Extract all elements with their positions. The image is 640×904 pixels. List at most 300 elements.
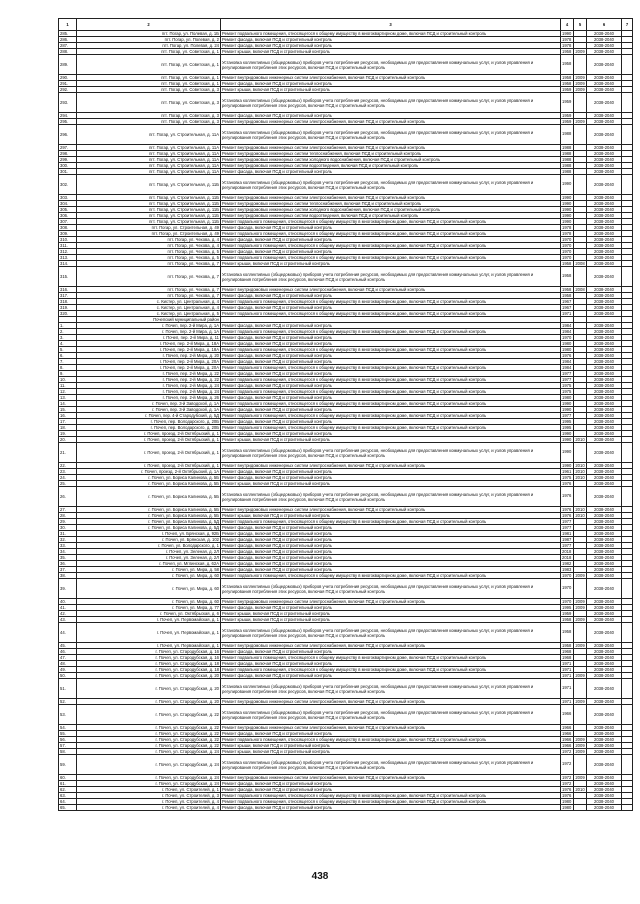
address-cell: пгт. Погар, ул. Строительная, д. 49 bbox=[77, 231, 221, 237]
last-repair-year-cell: 2009 bbox=[575, 605, 585, 610]
build-year-cell: 1990 bbox=[561, 213, 574, 219]
work-description-cell: Установка коллективных (общедомовых) приборов учета потребления ресурсов, необходимых для предоставления коммунальных услуг, и узлов управления и регулирования потребления этих ресурсов, включая ПСД и строительный контроль bbox=[221, 267, 561, 287]
address-cell: пгт. Погар, ул. Советская, д. 1 bbox=[77, 55, 221, 75]
work-description-cell: Ремонт фасада, включая ПСД и строительный контроль bbox=[221, 605, 561, 611]
work-description-cell: Ремонт крыши, включая ПСД и строительный контроль bbox=[221, 617, 561, 623]
planned-period-cell: 2038-2040 bbox=[587, 359, 622, 365]
build-year-cell: 1980 bbox=[561, 341, 574, 347]
work-description-cell: Ремонт фасада, включая ПСД и строительный контроль bbox=[221, 531, 561, 537]
planned-period-cell: 2038-2040 bbox=[587, 93, 622, 113]
header-cell: 6 bbox=[587, 19, 622, 31]
address-cell: г. Почеп, ул. Стародубская, д. 20 bbox=[77, 679, 221, 699]
row-number-cell: 3. bbox=[59, 335, 77, 341]
work-description-cell: Ремонт крыши, включая ПСД и строительный контроль bbox=[221, 611, 561, 617]
address-cell: г. Почеп, ул. Стародубская, д. 24 bbox=[77, 749, 221, 755]
address-cell: г. Почеп, ул. Октябрьская, д. 6 bbox=[77, 611, 221, 617]
work-description-cell: Ремонт фасада, включая ПСД и строительный контроль bbox=[221, 781, 561, 787]
row-number-cell: 6. bbox=[59, 353, 77, 359]
build-year-cell: 1967 bbox=[561, 305, 574, 311]
build-year-cell: 1970 bbox=[561, 573, 574, 579]
row-number-cell: 295. bbox=[59, 119, 77, 125]
last-repair-year-cell bbox=[574, 623, 587, 643]
build-year-cell: 1977 bbox=[561, 525, 574, 531]
build-year-cell: 1976 bbox=[561, 353, 574, 359]
row-number-cell: 17. bbox=[59, 419, 77, 425]
planned-period-cell: 2038-2040 bbox=[587, 725, 622, 731]
planned-period-cell: 2038-2040 bbox=[587, 231, 622, 237]
work-description-cell: Ремонт внутридомовых инженерных систем водоотведения, включая ПСД и строительный контроль bbox=[221, 213, 561, 219]
address-cell: пгт. Погар, ул. Полевая, д. 2 bbox=[77, 37, 221, 43]
build-year-cell: 1980 bbox=[561, 395, 574, 401]
table-row bbox=[59, 93, 633, 113]
planned-period-cell: 2038-2040 bbox=[587, 463, 622, 469]
address-cell: г. Почеп, ул. Бориса Калинова, д. 5Б bbox=[77, 481, 221, 487]
planned-period-cell: 2038-2040 bbox=[587, 157, 622, 163]
build-year-cell: 1978 bbox=[561, 225, 574, 231]
work-description-cell: Ремонт подвального помещения, относящегося к общему имуществу в многоквартирном доме, включая ПСД и строительный контроль bbox=[221, 425, 561, 431]
row-number-cell: 31. bbox=[59, 531, 77, 537]
row-number-cell: 49. bbox=[59, 667, 77, 673]
build-year-cell: 1975 bbox=[561, 383, 574, 389]
build-year-cell: 1988 bbox=[561, 125, 574, 145]
row-number-cell: 63. bbox=[59, 793, 77, 799]
row-number-cell: 46. bbox=[59, 649, 77, 655]
address-cell: г. Почеп, ул. Бориса Калинова, д. 5Б bbox=[77, 513, 221, 519]
planned-period-cell: 2038-2040 bbox=[587, 163, 622, 169]
last-repair-year-cell: 2009 bbox=[575, 573, 585, 578]
planned-period-cell: 2038-2040 bbox=[587, 55, 622, 75]
build-year-cell: 1976 bbox=[561, 487, 574, 507]
table-row bbox=[59, 679, 633, 699]
build-year-cell: 1976 bbox=[561, 481, 574, 487]
work-description-cell: Ремонт крыши, включая ПСД и строительный контроль bbox=[221, 749, 561, 755]
build-year-cell: 1990 bbox=[561, 201, 574, 207]
work-description-cell: Ремонт крыши, включая ПСД и строительный контроль bbox=[221, 49, 561, 55]
planned-period-cell: 2038-2040 bbox=[587, 201, 622, 207]
address-cell: г. Почеп, пер. 3-й Заводской, д. 1А bbox=[77, 401, 221, 407]
address-cell: пгт. Погар, ул. Строительная, д. 11А bbox=[77, 145, 221, 151]
work-description-cell: Ремонт фасада, включая ПСД и строительный контроль bbox=[221, 673, 561, 679]
row-number-cell: 313. bbox=[59, 255, 77, 261]
planned-period-cell: 2038-2040 bbox=[587, 425, 622, 431]
build-year-cell: 1975 bbox=[561, 389, 574, 395]
last-repair-year-cell: 2009 bbox=[575, 775, 585, 780]
address-cell: пгт. Погар, ул. Строительная, д. 11Б bbox=[77, 195, 221, 201]
build-year-cell: 1966 bbox=[561, 737, 574, 743]
last-repair-year-cell: 2010 bbox=[575, 787, 585, 792]
address-cell: г. Почеп, проезд. 2-й Октябрьский, д. 1 bbox=[77, 443, 221, 463]
work-description-cell: Ремонт подвального помещения, относящегося к общему имуществу в многоквартирном доме, включая ПСД и строительный контроль bbox=[221, 389, 561, 395]
header-cell: 7 bbox=[622, 19, 633, 31]
planned-period-cell: 2038-2040 bbox=[587, 113, 622, 119]
build-year-cell: 1958 bbox=[561, 261, 574, 267]
planned-period-cell: 2038-2040 bbox=[587, 469, 622, 475]
row-number-cell: 26. bbox=[59, 487, 77, 507]
row-number-cell: 320. bbox=[59, 311, 77, 317]
row-number-cell: 314. bbox=[59, 261, 77, 267]
work-description-cell: Установка коллективных (общедомовых) приборов учета потребления ресурсов, необходимых для предоставления коммунальных услуг, и узлов управления и регулирования потребления этих ресурсов, включая ПСД и строительный контроль bbox=[221, 755, 561, 775]
row-number-cell: 41. bbox=[59, 605, 77, 611]
planned-period-cell: 2038-2040 bbox=[587, 287, 622, 293]
row-number-cell: 39. bbox=[59, 579, 77, 599]
work-description-cell: Ремонт внутридомовых инженерных систем электроснабжения, включая ПСД и строительный контроль bbox=[221, 119, 561, 125]
build-year-cell: 1976 bbox=[561, 793, 574, 799]
last-repair-year-cell: 2010 bbox=[575, 469, 585, 474]
planned-period-cell: 2038-2040 bbox=[587, 37, 622, 43]
work-description-cell: Ремонт подвального помещения, относящегося к общему имуществу в многоквартирном доме, включая ПСД и строительный контроль bbox=[221, 655, 561, 661]
last-repair-year-cell bbox=[574, 175, 587, 195]
build-year-cell: 1958 bbox=[561, 81, 574, 87]
build-year-cell: 1958 bbox=[561, 617, 574, 623]
build-year-cell: 1971 bbox=[561, 673, 574, 679]
row-number-cell: 296. bbox=[59, 125, 77, 145]
address-cell: пгт. Погар, ул. Строительная, д. 49 bbox=[77, 225, 221, 231]
planned-period-cell: 2038-2040 bbox=[587, 145, 622, 151]
row-number-cell: 7. bbox=[59, 359, 77, 365]
note-cell bbox=[622, 705, 633, 725]
planned-period-cell: 2038-2040 bbox=[587, 487, 622, 507]
last-repair-year-cell bbox=[574, 805, 587, 811]
build-year-cell: 1959 bbox=[561, 119, 574, 125]
work-description-cell: Ремонт фасада, включая ПСД и строительный контроль bbox=[221, 525, 561, 531]
planned-period-cell: 2038-2040 bbox=[587, 311, 622, 317]
address-cell: г. Почеп, ул. Стародубская, д. 22 bbox=[77, 705, 221, 725]
address-cell: г. Почеп, ул. Стародубская, д. 22 bbox=[77, 731, 221, 737]
address-cell: г. Почеп, ул. Бориса Калинова, д. 5Д bbox=[77, 525, 221, 531]
planned-period-cell: 2038-2040 bbox=[587, 579, 622, 599]
work-description-cell: Ремонт внутридомовых инженерных систем электроснабжения, включая ПСД и строительный контроль bbox=[221, 145, 561, 151]
row-number-cell: 20. bbox=[59, 437, 77, 443]
work-description-cell: Ремонт подвального помещения, относящегося к общему имуществу в многоквартирном доме, включая ПСД и строительный контроль bbox=[221, 255, 561, 261]
build-year-cell: 1970 bbox=[561, 599, 574, 605]
row-number-cell: 8. bbox=[59, 365, 77, 371]
build-year-cell: 1976 bbox=[561, 507, 574, 513]
row-number-cell: 21. bbox=[59, 443, 77, 463]
build-year-cell: 1971 bbox=[561, 311, 574, 317]
planned-period-cell: 2038-2040 bbox=[587, 365, 622, 371]
work-description-cell: Ремонт внутридомовых инженерных систем электроснабжения, включая ПСД и строительный контроль bbox=[221, 725, 561, 731]
row-number-cell: 4. bbox=[59, 341, 77, 347]
work-description-cell: Ремонт фасада, включая ПСД и строительный контроль bbox=[221, 419, 561, 425]
header-cell: 5 bbox=[574, 19, 587, 31]
work-description-cell: Установка коллективных (общедомовых) приборов учета потребления ресурсов, необходимых для предоставления коммунальных услуг, и узлов управления и регулирования потребления этих ресурсов, включая ПСД и строительный контроль bbox=[221, 679, 561, 699]
row-number-cell: 27. bbox=[59, 507, 77, 513]
address-cell: г. Почеп, ул. Мира, д. 60 bbox=[77, 573, 221, 579]
planned-period-cell: 2038-2040 bbox=[587, 347, 622, 353]
table-row bbox=[59, 805, 633, 811]
planned-period-cell: 2038-2040 bbox=[587, 323, 622, 329]
note-cell bbox=[622, 125, 633, 145]
planned-period-cell: 2038-2040 bbox=[587, 383, 622, 389]
address-cell: г. Почеп, пер. 2-й Мира, д. 24 bbox=[77, 383, 221, 389]
planned-period-cell: 2038-2040 bbox=[587, 507, 622, 513]
row-number-cell: 300. bbox=[59, 163, 77, 169]
table-header-row bbox=[59, 19, 633, 31]
address-cell: пгт. Погар, ул. Советская, д. 1 bbox=[77, 49, 221, 55]
row-number-cell: 60. bbox=[59, 775, 77, 781]
build-year-cell: 1970 bbox=[561, 237, 574, 243]
work-description-cell: Ремонт фасада, включая ПСД и строительный контроль bbox=[221, 353, 561, 359]
last-repair-year-cell bbox=[574, 125, 587, 145]
build-year-cell: 1966 bbox=[561, 731, 574, 737]
address-cell: пгт. Погар, ул. Строительная, д. 11А bbox=[77, 157, 221, 163]
build-year-cell: 1976 bbox=[561, 787, 574, 793]
table-row bbox=[59, 125, 633, 145]
build-year-cell: 1976 bbox=[561, 513, 574, 519]
address-cell: пгт. Погар, ул. Полевая, д. 24 bbox=[77, 43, 221, 49]
build-year-cell: 1971 bbox=[561, 679, 574, 699]
address-cell: г. Почеп, ул. Строителей, д. 4 bbox=[77, 805, 221, 811]
build-year-cell: 1990 bbox=[561, 437, 574, 443]
build-year-cell: 1958 bbox=[561, 287, 574, 293]
build-year-cell: 1978 bbox=[561, 43, 574, 49]
address-cell: г. Почеп, проезд. 2-й Октябрьский, д. 1 bbox=[77, 431, 221, 437]
work-description-cell: Ремонт внутридомовых инженерных систем теплоснабжения, включая ПСД и строительный контроль bbox=[221, 201, 561, 207]
planned-period-cell: 2038-2040 bbox=[587, 195, 622, 201]
work-description-cell: Ремонт крыши, включая ПСД и строительный контроль bbox=[221, 513, 561, 519]
planned-period-cell: 2038-2040 bbox=[587, 413, 622, 419]
row-number-cell: 294. bbox=[59, 113, 77, 119]
address-cell: пгт. Погар, ул. Советская, д. 3 bbox=[77, 87, 221, 93]
last-repair-year-cell: 2009 bbox=[575, 75, 585, 80]
planned-period-cell: 2038-2040 bbox=[587, 549, 622, 555]
row-number-cell: 56. bbox=[59, 737, 77, 743]
note-cell bbox=[622, 623, 633, 643]
work-description-cell: Ремонт фасада, включая ПСД и строительный контроль bbox=[221, 81, 561, 87]
address-cell: г. Почеп, ул. Бориса Калинова, д. 5Б bbox=[77, 475, 221, 481]
last-repair-year-cell: 2009 bbox=[575, 643, 585, 648]
planned-period-cell: 2038-2040 bbox=[587, 673, 622, 679]
last-repair-year-cell bbox=[574, 755, 587, 775]
build-year-cell: 1977 bbox=[561, 413, 574, 419]
last-repair-year-cell bbox=[574, 443, 587, 463]
planned-period-cell: 2038-2040 bbox=[587, 799, 622, 805]
build-year-cell: 1980 bbox=[561, 799, 574, 805]
last-repair-year-cell: 2009 bbox=[575, 87, 585, 92]
row-number-cell: 18. bbox=[59, 425, 77, 431]
build-year-cell: 1990 bbox=[561, 407, 574, 413]
last-repair-year-cell: 2009 bbox=[575, 81, 585, 86]
work-description-cell: Ремонт фасада, включая ПСД и строительный контроль bbox=[221, 395, 561, 401]
build-year-cell: 1990 bbox=[561, 431, 574, 437]
planned-period-cell: 2038-2040 bbox=[587, 731, 622, 737]
planned-period-cell: 2038-2040 bbox=[587, 255, 622, 261]
build-year-cell: 1971 bbox=[561, 661, 574, 667]
planned-period-cell: 2038-2040 bbox=[587, 329, 622, 335]
row-number-cell: 290. bbox=[59, 75, 77, 81]
planned-period-cell: 2038-2040 bbox=[587, 775, 622, 781]
build-year-cell: 1990 bbox=[561, 401, 574, 407]
address-cell: г. Почеп, ул. Брянская, д. 102 bbox=[77, 537, 221, 543]
header-cell: 1 bbox=[59, 19, 77, 31]
row-number-cell: 286. bbox=[59, 37, 77, 43]
planned-period-cell: 2038-2040 bbox=[587, 475, 622, 481]
build-year-cell: 1978 bbox=[561, 231, 574, 237]
build-year-cell: 1970 bbox=[561, 249, 574, 255]
row-number-cell: 55. bbox=[59, 731, 77, 737]
work-description-cell: Ремонт фасада, включая ПСД и строительный контроль bbox=[221, 37, 561, 43]
row-number-cell: 292. bbox=[59, 87, 77, 93]
last-repair-year-cell: 2008 bbox=[575, 261, 585, 266]
row-number-cell: 52. bbox=[59, 699, 77, 705]
header-cell: 4 bbox=[561, 19, 574, 31]
address-cell: г. Почеп, ул. Первомайская, д. 1 bbox=[77, 643, 221, 649]
planned-period-cell: 2038-2040 bbox=[587, 525, 622, 531]
work-description-cell: Ремонт подвального помещения, относящегося к общему имуществу в многоквартирном доме, включая ПСД и строительный контроль bbox=[221, 799, 561, 805]
address-cell: с. Кистер, ул. Центральная, д. 4 bbox=[77, 305, 221, 311]
build-year-cell: 1988 bbox=[561, 169, 574, 175]
planned-period-cell: 2038-2040 bbox=[587, 151, 622, 157]
address-cell: г. Почеп, ул. Первомайская, д. 1 bbox=[77, 623, 221, 643]
build-year-cell: 1995 bbox=[561, 419, 574, 425]
planned-period-cell: 2038-2040 bbox=[587, 555, 622, 561]
work-description-cell: Ремонт внутридомовых инженерных систем электроснабжения, включая ПСД и строительный контроль bbox=[221, 699, 561, 705]
work-description-cell: Ремонт внутридомовых инженерных систем холодного водоснабжения, включая ПСД и строительный контроль bbox=[221, 207, 561, 213]
work-description-cell: Ремонт фасада, включая ПСД и строительный контроль bbox=[221, 805, 561, 811]
last-repair-year-cell: 2010 bbox=[575, 507, 585, 512]
work-description-cell: Ремонт подвального помещения, относящегося к общему имуществу в многоквартирном доме, включая ПСД и строительный контроль bbox=[221, 31, 561, 37]
row-number-cell: 38. bbox=[59, 573, 77, 579]
planned-period-cell: 2038-2040 bbox=[587, 407, 622, 413]
address-cell: пгт. Погар, ул. Чехова, д. 7 bbox=[77, 261, 221, 267]
row-number-cell: 12. bbox=[59, 389, 77, 395]
work-description-cell: Ремонт внутридомовых инженерных систем электроснабжения, включая ПСД и строительный контроль bbox=[221, 643, 561, 649]
work-description-cell: Ремонт фасада, включая ПСД и строительный контроль bbox=[221, 359, 561, 365]
address-cell: пгт. Погар, ул. Чехова, д. 5 bbox=[77, 255, 221, 261]
work-description-cell: Ремонт подвального помещения, относящегося к общему имуществу в многоквартирном доме, включая ПСД и строительный контроль bbox=[221, 519, 561, 525]
last-repair-year-cell bbox=[574, 55, 587, 75]
row-number-cell: 57. bbox=[59, 743, 77, 749]
address-cell: пгт. Погар, ул. Советская, д. 3 bbox=[77, 93, 221, 113]
row-number-cell: 43. bbox=[59, 617, 77, 623]
work-description-cell: Ремонт фасада, включая ПСД и строительный контроль bbox=[221, 549, 561, 555]
build-year-cell: 1959 bbox=[561, 87, 574, 93]
last-repair-year-cell: 2009 bbox=[575, 737, 585, 742]
address-cell: г. Почеп, пер. 3-й Заводской, д. 1А bbox=[77, 407, 221, 413]
row-number-cell: 14. bbox=[59, 401, 77, 407]
row-number-cell: 42. bbox=[59, 611, 77, 617]
row-number-cell: 34. bbox=[59, 549, 77, 555]
row-number-cell: 299. bbox=[59, 157, 77, 163]
row-number-cell: 58. bbox=[59, 749, 77, 755]
row-number-cell: 307. bbox=[59, 219, 77, 225]
build-year-cell: 1970 bbox=[561, 579, 574, 599]
planned-period-cell: 2038-2040 bbox=[587, 243, 622, 249]
address-cell: г. Почеп, пер. 2-й Мира, д. 20А bbox=[77, 359, 221, 365]
build-year-cell: 1958 bbox=[561, 55, 574, 75]
planned-period-cell: 2038-2040 bbox=[587, 419, 622, 425]
row-number-cell: 297. bbox=[59, 145, 77, 151]
planned-period-cell: 2038-2040 bbox=[587, 781, 622, 787]
work-description-cell: Ремонт внутридомовых инженерных систем электроснабжения, включая ПСД и строительный контроль bbox=[221, 463, 561, 469]
work-description-cell: Ремонт подвального помещения, относящегося к общему имуществу в многоквартирном доме, включая ПСД и строительный контроль bbox=[221, 347, 561, 353]
address-cell: г. Почеп, пер. 2-й Мира, д. 26 bbox=[77, 395, 221, 401]
build-year-cell: 1972 bbox=[561, 781, 574, 787]
address-cell: г. Почеп, ул. Стародубская, д. 18 bbox=[77, 667, 221, 673]
planned-period-cell: 2038-2040 bbox=[587, 219, 622, 225]
works-table bbox=[58, 18, 633, 811]
build-year-cell: 1972 bbox=[561, 755, 574, 775]
planned-period-cell: 2038-2040 bbox=[587, 31, 622, 37]
address-cell: г. Почеп, ул. Бориса Калинова, д. 5Б bbox=[77, 507, 221, 513]
build-year-cell: 1977 bbox=[561, 543, 574, 549]
row-number-cell: 298. bbox=[59, 151, 77, 157]
last-repair-year-cell: 2009 bbox=[575, 673, 585, 678]
planned-period-cell: 2038-2040 bbox=[587, 389, 622, 395]
address-cell: г. Почеп, ул. Стародубская, д. 24 bbox=[77, 755, 221, 775]
planned-period-cell: 2038-2040 bbox=[587, 519, 622, 525]
build-year-cell: 1984 bbox=[561, 329, 574, 335]
build-year-cell: 1988 bbox=[561, 163, 574, 169]
last-repair-year-cell: 2009 bbox=[575, 599, 585, 604]
address-cell: г. Почеп, ул. Строителей, д. 3 bbox=[77, 793, 221, 799]
work-description-cell: Ремонт фасада, включая ПСД и строительный контроль bbox=[221, 555, 561, 561]
build-year-cell: 1982 bbox=[561, 561, 574, 567]
work-description-cell: Ремонт подвального помещения, относящегося к общему имуществу в многоквартирном доме, включая ПСД и строительный контроль bbox=[221, 365, 561, 371]
work-description-cell: Ремонт крыши, включая ПСД и строительный контроль bbox=[221, 743, 561, 749]
row-number-cell: 29. bbox=[59, 519, 77, 525]
build-year-cell: 2018 bbox=[561, 549, 574, 555]
row-number-cell: 35. bbox=[59, 555, 77, 561]
address-cell: г. Почеп, ул. Стародубская, д. 22 bbox=[77, 737, 221, 743]
work-description-cell: Ремонт крыши, включая ПСД и строительный контроль bbox=[221, 261, 561, 267]
row-number-cell: 40. bbox=[59, 599, 77, 605]
planned-period-cell: 2038-2040 bbox=[587, 793, 622, 799]
note-cell bbox=[622, 755, 633, 775]
last-repair-year-cell: 2010 bbox=[575, 475, 585, 480]
build-year-cell: 1978 bbox=[561, 37, 574, 43]
build-year-cell: 1977 bbox=[561, 377, 574, 383]
planned-period-cell: 2038-2040 bbox=[587, 371, 622, 377]
row-number-cell: 305. bbox=[59, 207, 77, 213]
row-number-cell: 13. bbox=[59, 395, 77, 401]
planned-period-cell: 2038-2040 bbox=[587, 567, 622, 573]
note-cell bbox=[622, 175, 633, 195]
planned-period-cell: 2038-2040 bbox=[587, 661, 622, 667]
planned-period-cell: 2038-2040 bbox=[587, 299, 622, 305]
last-repair-year-cell bbox=[574, 705, 587, 725]
build-year-cell: 1958 bbox=[561, 293, 574, 299]
row-number-cell: 50. bbox=[59, 673, 77, 679]
last-repair-year-cell bbox=[574, 93, 587, 113]
work-description-cell: Установка коллективных (общедомовых) приборов учета потребления ресурсов, необходимых для предоставления коммунальных услуг, и узлов управления и регулирования потребления этих ресурсов, включая ПСД и строительный контроль bbox=[221, 623, 561, 643]
build-year-cell: 1967 bbox=[561, 299, 574, 305]
row-number-cell: 19. bbox=[59, 431, 77, 437]
address-cell: пгт. Погар, ул. Строительная, д. 11Б bbox=[77, 201, 221, 207]
address-cell: г. Почеп, ул. Строителей, д. 1 bbox=[77, 787, 221, 793]
row-number-cell: 1. bbox=[59, 323, 77, 329]
address-cell: с. Кистер, ул. Центральная, д. 4 bbox=[77, 299, 221, 305]
planned-period-cell: 2038-2040 bbox=[587, 543, 622, 549]
planned-period-cell: 2038-2040 bbox=[587, 341, 622, 347]
row-number-cell: 293. bbox=[59, 93, 77, 113]
address-cell: пгт. Погар, ул. Строительная, д. 11Б bbox=[77, 175, 221, 195]
address-cell: г. Почеп, ул. Мира, д. 58 bbox=[77, 567, 221, 573]
row-number-cell: 61. bbox=[59, 781, 77, 787]
address-cell: пгт. Погар, ул. Полевая, д. 1Б bbox=[77, 31, 221, 37]
row-number-cell: 291. bbox=[59, 81, 77, 87]
work-description-cell: Ремонт фасада, включая ПСД и строительный контроль bbox=[221, 371, 561, 377]
address-cell: г. Почеп, ул. Стародубская, д. 22 bbox=[77, 725, 221, 731]
build-year-cell: 1958 bbox=[561, 49, 574, 55]
table-body bbox=[59, 19, 633, 811]
row-number-cell: 37. bbox=[59, 567, 77, 573]
work-description-cell: Установка коллективных (общедомовых) приборов учета потребления ресурсов, необходимых для предоставления коммунальных услуг, и узлов управления и регулирования потребления этих ресурсов, включая ПСД и строительный контроль bbox=[221, 487, 561, 507]
work-description-cell: Установка коллективных (общедомовых) приборов учета потребления ресурсов, необходимых для предоставления коммунальных услуг, и узлов управления и регулирования потребления этих ресурсов, включая ПСД и строительный контроль bbox=[221, 579, 561, 599]
address-cell: г. Почеп, пер. 4-й Стародубский, д. 5Д bbox=[77, 413, 221, 419]
planned-period-cell: 2038-2040 bbox=[587, 705, 622, 725]
address-cell: пгт. Погар, ул. Советская, д. 1 bbox=[77, 81, 221, 87]
